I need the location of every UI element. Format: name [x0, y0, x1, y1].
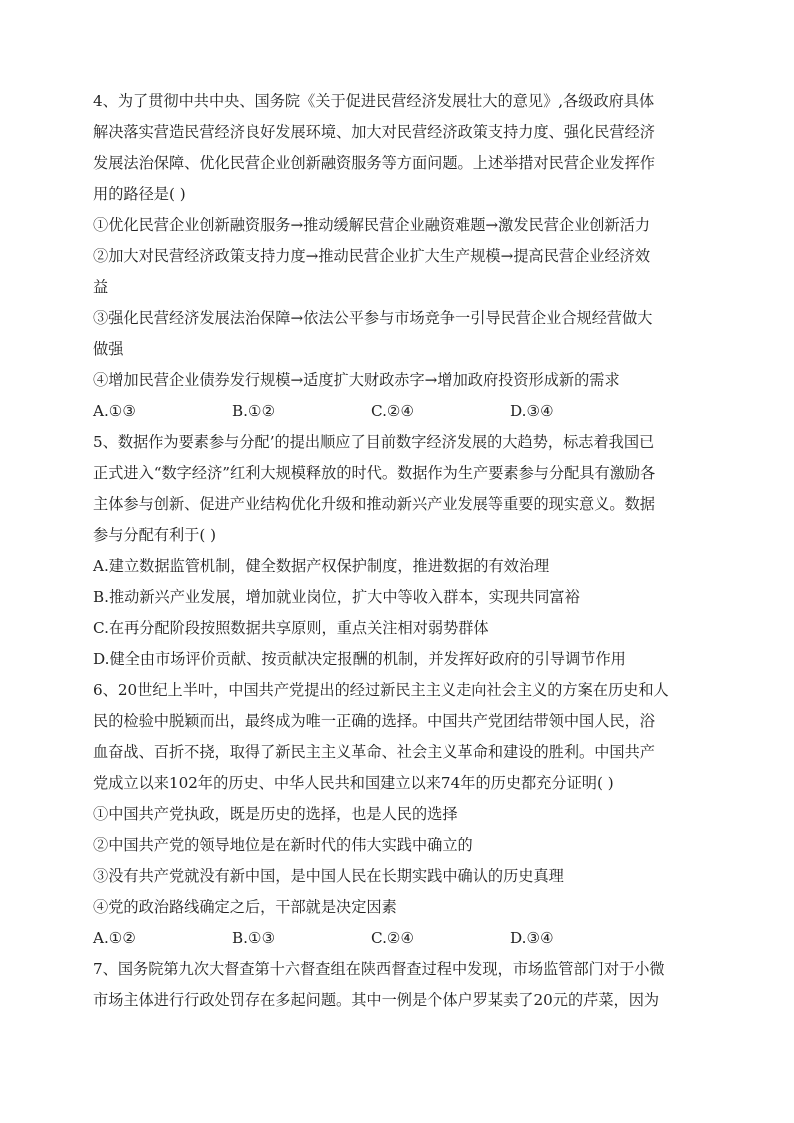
statement-item: ②加大对民营经济政策支持力度→推动民营企业扩大生产规模→提高民营企业经济效: [93, 247, 651, 265]
question-stem-line: 4、为了贯彻中共中央、国务院《关于促进民营经济发展壮大的意见》,各级政府具体: [93, 92, 655, 110]
question-5: [93, 427, 703, 675]
question-stem-line: 主体参与创新、促进产业结构优化升级和推动新兴产业发展等重要的现实意义。数据: [93, 495, 655, 513]
option-b: B.①③: [232, 929, 276, 947]
question-6: [93, 675, 703, 954]
statement-item: ④增加民营企业债券发行规模→适度扩大财政赤字→增加政府投资形成新的需求: [93, 371, 620, 389]
statement-item: ④党的政治路线确定之后，干部就是决定因素: [93, 898, 397, 916]
question-stem-line: 民的检验中脱颖而出，最终成为唯一正确的选择。中国共产党团结带领中国人民，浴: [93, 712, 655, 730]
question-4: [93, 86, 703, 427]
statement-item: ①中国共产党执政，既是历史的选择，也是人民的选择: [93, 805, 458, 823]
question-stem-line: 5、数据作为要素参与分配’的提出顺应了目前数字经济发展的大趋势，标志着我国已: [93, 433, 655, 451]
question-stem-line: 解决落实营造民营经济良好发展环境、加大对民营经济政策支持力度、强化民营经济: [93, 123, 655, 141]
exam-page: [93, 86, 703, 1016]
option-d: D.③④: [510, 402, 554, 420]
question-stem-line: 7、国务院第九次大督查第十六督查组在陕西督查过程中发现，市场监管部门对于小微: [93, 960, 665, 978]
question-stem-line: 发展法治保障、优化民营企业创新融资服务等方面问题。上述举措对民营企业发挥作: [93, 154, 655, 172]
option-item: D.健全由市场评价贡献、按贡献决定报酬的机制，并发挥好政府的引导调节作用: [93, 650, 626, 668]
option-c: C.②④: [371, 402, 415, 420]
question-stem-line: 血奋战、百折不挠，取得了新民主主义革命、社会主义革命和建设的胜利。中国共产: [93, 743, 655, 761]
question-stem-line: 用的路径是( ): [93, 185, 186, 203]
answer-options: [93, 923, 703, 954]
statement-item: ③没有共产党就没有新中国，是中国人民在长期实践中确认的历史真理: [93, 867, 564, 885]
question-stem-line: 正式进入“数字经济”红利大规模释放的时代。数据作为生产要素参与分配具有激励各: [93, 464, 656, 482]
answer-options: [93, 396, 703, 427]
statement-item: 益: [93, 278, 109, 296]
question-stem-line: 党成立以来102年的历史、中华人民共和国建立以来74年的历史都充分证明( ): [93, 774, 614, 792]
option-item: A.建立数据监管机制，健全数据产权保护制度，推进数据的有效治理: [93, 557, 550, 575]
question-stem-line: 参与分配有利于( ): [93, 526, 216, 544]
question-stem-line: 市场主体进行行政处罚存在多起问题。其中一例是个体户罗某卖了20元的芹菜，因为: [93, 991, 660, 1009]
statement-item: ③强化民营经济发展法治保障→依法公平参与市场竞争一引导民营企业合规经营做大: [93, 309, 653, 327]
option-d: D.③④: [510, 929, 554, 947]
question-stem-line: 6、20世纪上半叶，中国共产党提出的经过新民主主义走向社会主义的方案在历史和人: [93, 681, 669, 699]
statement-item: 做强: [93, 340, 124, 358]
question-7: [93, 954, 703, 1016]
option-c: C.②④: [371, 929, 415, 947]
option-a: A.①③: [93, 402, 137, 420]
option-b: B.①②: [232, 402, 276, 420]
option-item: C.在再分配阶段按照数据共享原则，重点关注相对弱势群体: [93, 619, 489, 637]
option-a: A.①②: [93, 929, 137, 947]
statement-item: ①优化民营企业创新融资服务→推动缓解民营企业融资难题→激发民营企业创新活力: [93, 216, 651, 234]
option-item: B.推动新兴产业发展，增加就业岗位，扩大中等收入群本，实现共同富裕: [93, 588, 580, 606]
statement-item: ②中国共产党的领导地位是在新时代的伟大实践中确立的: [93, 836, 473, 854]
